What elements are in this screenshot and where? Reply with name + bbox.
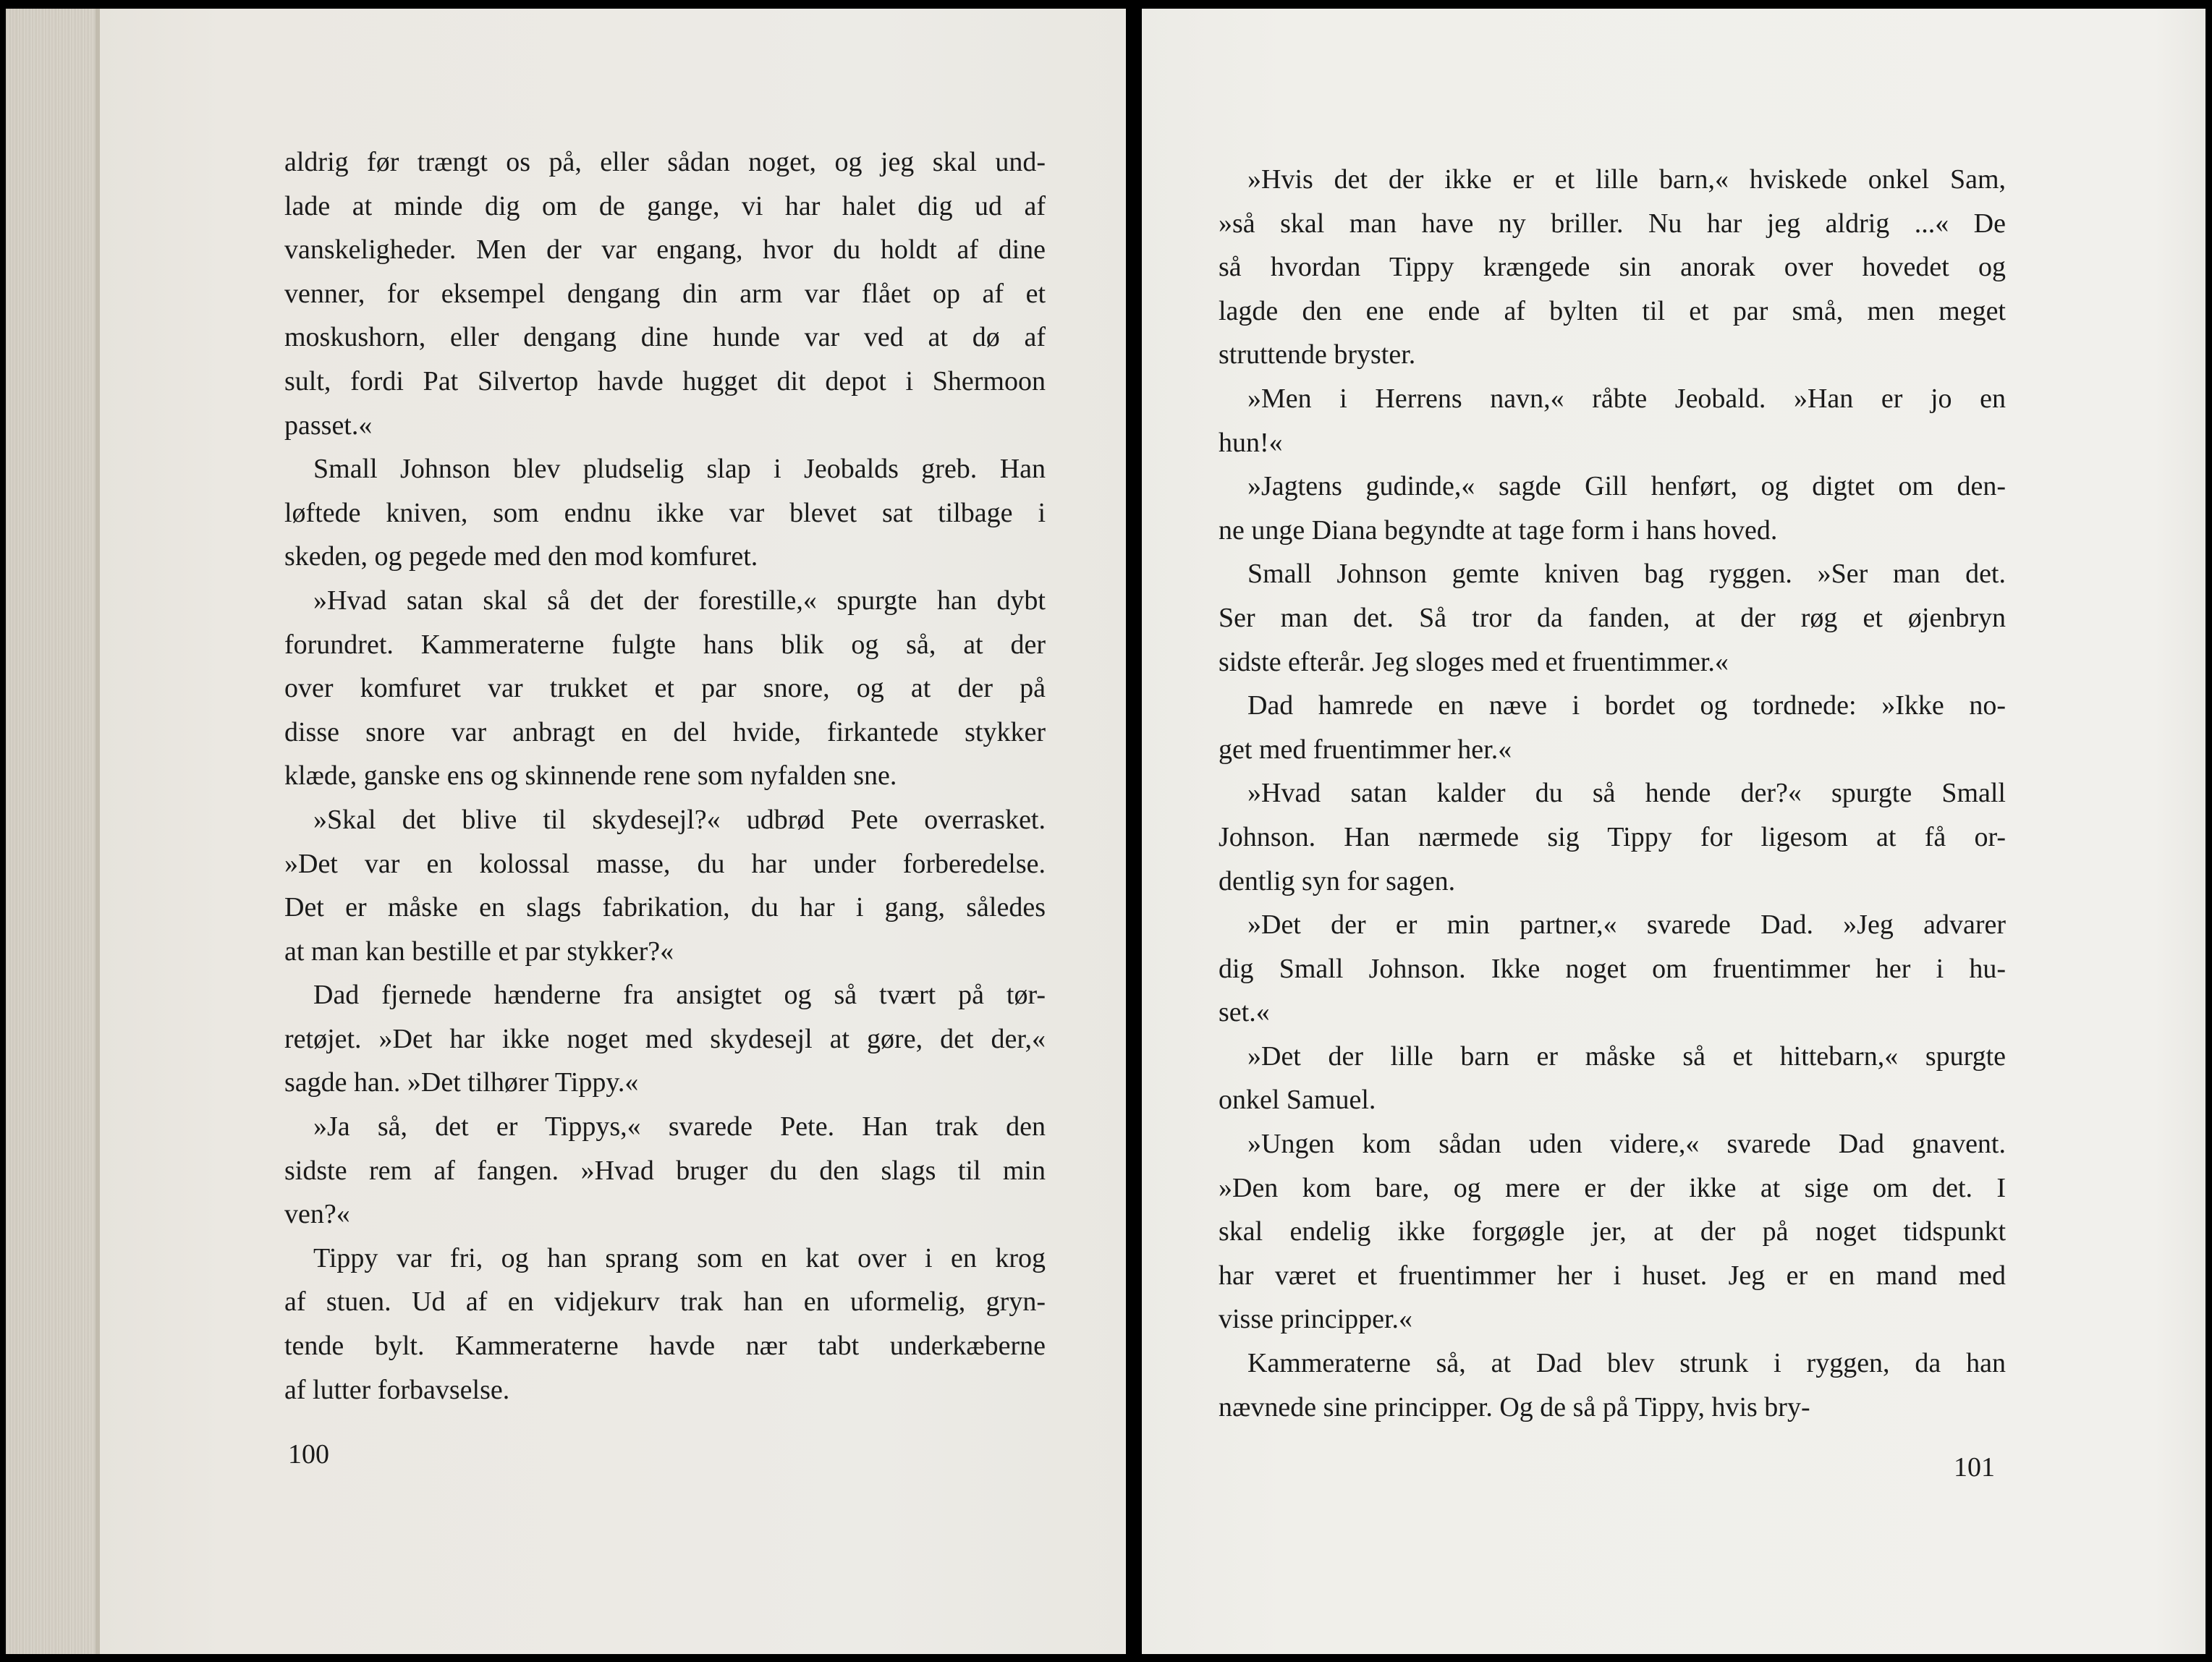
text-line: struttende bryster.: [1219, 339, 1416, 370]
text-line: har været et fruentimmer her i huset. Jeg er en mand med: [1219, 1260, 2006, 1291]
text-line: aldrig før trængt os på, eller sådan noget, og jeg skal und-: [284, 147, 1046, 177]
paragraph: [1219, 684, 2006, 771]
text-line: venner, for eksempel dengang din arm var flået op af et: [284, 278, 1046, 309]
paragraph: [1219, 158, 2006, 377]
page-edges: [6, 9, 100, 1654]
text-line: sult, fordi Pat Silvertop havde hugget dit depot i Shermoon: [284, 365, 1046, 397]
text-line: moskushorn, eller dengang dine hunde var ved at dø af: [284, 322, 1046, 353]
paragraph: [1219, 903, 2006, 1035]
text-line: hun!«: [1219, 427, 1283, 458]
text-line: visse principper.«: [1219, 1304, 1413, 1335]
text-line: at man kan bestille et par stykker?«: [284, 936, 674, 967]
paragraph: [1219, 552, 2006, 684]
text-line: disse snore var anbragt en del hvide, firkantede stykker: [284, 716, 1046, 747]
text-line: Kammeraterne så, at Dad blev strunk i ryggen, da han: [1247, 1348, 2006, 1379]
left-page-text: [284, 140, 1046, 1412]
text-line: Dad hamrede en næve i bordet og tordnede: »Ikke no-: [1247, 690, 2006, 721]
text-line: sidste rem af fangen. »Hvad bruger du den slags til min: [284, 1155, 1046, 1186]
text-line: »Ja så, det er Tippys,« svarede Pete. Han trak den: [313, 1111, 1046, 1142]
paragraph: [284, 447, 1046, 579]
text-line: ven?«: [284, 1199, 350, 1230]
paragraph: [1219, 1035, 2006, 1122]
text-line: »Det var en kolossal masse, du har under forberedelse.: [284, 848, 1046, 879]
text-line: ne unge Diana begyndte at tage form i hans hoved.: [1219, 514, 1778, 546]
text-line: »Den kom bare, og mere er der ikke at sige om det. I: [1219, 1172, 2006, 1203]
text-line: »Hvad satan skal så det der forestille,« spurgte han dybt: [313, 585, 1046, 616]
text-line: retøjet. »Det har ikke noget med skydesejl at gøre, det der,«: [284, 1023, 1046, 1054]
text-line: »Skal det blive til skydesejl?« udbrød Pete overrasket.: [313, 804, 1046, 835]
text-line: set.«: [1219, 997, 1270, 1028]
text-line: Ser man det. Så tror da fanden, at der røg et øjenbryn: [1219, 602, 2006, 633]
text-line: så hvordan Tippy krængede sin anorak over hovedet og: [1219, 252, 2006, 283]
text-line: af stuen. Ud af en vidjekurv trak han en uformelig, gryn-: [284, 1286, 1046, 1318]
text-line: passet.«: [284, 410, 373, 441]
text-line: Det er måske en slags fabrikation, du har i gang, således: [284, 892, 1046, 923]
text-line: »Hvis det der ikke er et lille barn,« hviskede onkel Sam,: [1247, 164, 2006, 195]
right-page-text: [1219, 158, 2006, 1429]
text-line: løftede kniven, som endnu ikke var blevet sat tilbage i: [284, 497, 1046, 528]
text-line: Dad fjernede hænderne fra ansigtet og så tvært på tør-: [313, 980, 1046, 1011]
text-line: onkel Samuel.: [1219, 1085, 1376, 1116]
text-line: »Men i Herrens navn,« råbte Jeobald. »Han er jo en: [1247, 383, 2006, 414]
text-line: klæde, ganske ens og skinnende rene som nyfalden sne.: [284, 760, 897, 792]
text-line: »Det der lille barn er måske så et hittebarn,« spurgte: [1247, 1040, 2006, 1072]
paragraph: [284, 1237, 1046, 1412]
text-line: sidste efterår. Jeg sloges med et fruentimmer.«: [1219, 646, 1729, 677]
text-line: Tippy var fri, og han sprang som en kat over i en krog: [313, 1242, 1046, 1273]
paragraph: [1219, 1341, 2006, 1429]
text-line: lade at minde dig om de gange, vi har halet dig ud af: [284, 190, 1046, 221]
text-line: skeden, og pegede med den mod komfuret.: [284, 541, 758, 572]
text-line: forundret. Kammeraterne fulgte hans blik og så, at der: [284, 629, 1046, 660]
paragraph: [284, 973, 1046, 1105]
text-line: dentlig syn for sagen.: [1219, 865, 1456, 896]
paragraph: [1219, 771, 2006, 903]
text-line: Small Johnson gemte kniven bag ryggen. »Ser man det.: [1247, 559, 2006, 590]
text-line: get med fruentimmer her.«: [1219, 734, 1512, 765]
text-line: »Det der er min partner,« svarede Dad. »Jeg advarer: [1247, 910, 2006, 941]
text-line: Johnson. Han nærmede sig Tippy for ligesom at få or-: [1219, 821, 2006, 852]
paragraph: [1219, 465, 2006, 552]
paragraph: [1219, 377, 2006, 465]
paragraph: [1219, 1122, 2006, 1341]
text-line: »Ungen kom sådan uden videre,« svarede Dad gnavent.: [1247, 1129, 2006, 1160]
text-line: over komfuret var trukket et par snore, og at der på: [284, 673, 1046, 704]
left-page: [6, 9, 1126, 1654]
text-line: »Hvad satan kalder du så hende der?« spurgte Small: [1247, 778, 2006, 809]
text-line: sagde han. »Det tilhører Tippy.«: [284, 1067, 639, 1098]
page-number-left: 100: [288, 1439, 329, 1470]
text-line: tende bylt. Kammeraterne havde nær tabt underkæberne: [284, 1331, 1046, 1362]
right-page: [1142, 9, 2205, 1654]
text-line: skal endelig ikke forgøgle jer, at der på noget tidspunkt: [1219, 1216, 2006, 1247]
text-line: dig Small Johnson. Ikke noget om fruentimmer her i hu-: [1219, 953, 2006, 984]
text-line: af lutter forbavselse.: [284, 1374, 510, 1405]
paragraph: [284, 1105, 1046, 1237]
text-line: »så skal man have ny briller. Nu har jeg aldrig ...« De: [1219, 208, 2006, 239]
paragraph: [284, 798, 1046, 973]
text-line: lagde den ene ende af bylten til et par små, men meget: [1219, 295, 2006, 326]
text-line: nævnede sine principper. Og de så på Tippy, hvis bry-: [1219, 1391, 1810, 1423]
paragraph: [284, 140, 1046, 447]
paragraph: [284, 579, 1046, 798]
text-line: »Jagtens gudinde,« sagde Gill henført, og digtet om den-: [1247, 471, 2006, 502]
text-line: vanskeligheder. Men der var engang, hvor du holdt af dine: [284, 234, 1046, 266]
text-line: Small Johnson blev pludselig slap i Jeobalds greb. Han: [313, 454, 1046, 485]
page-number-right: 101: [1954, 1452, 1995, 1483]
